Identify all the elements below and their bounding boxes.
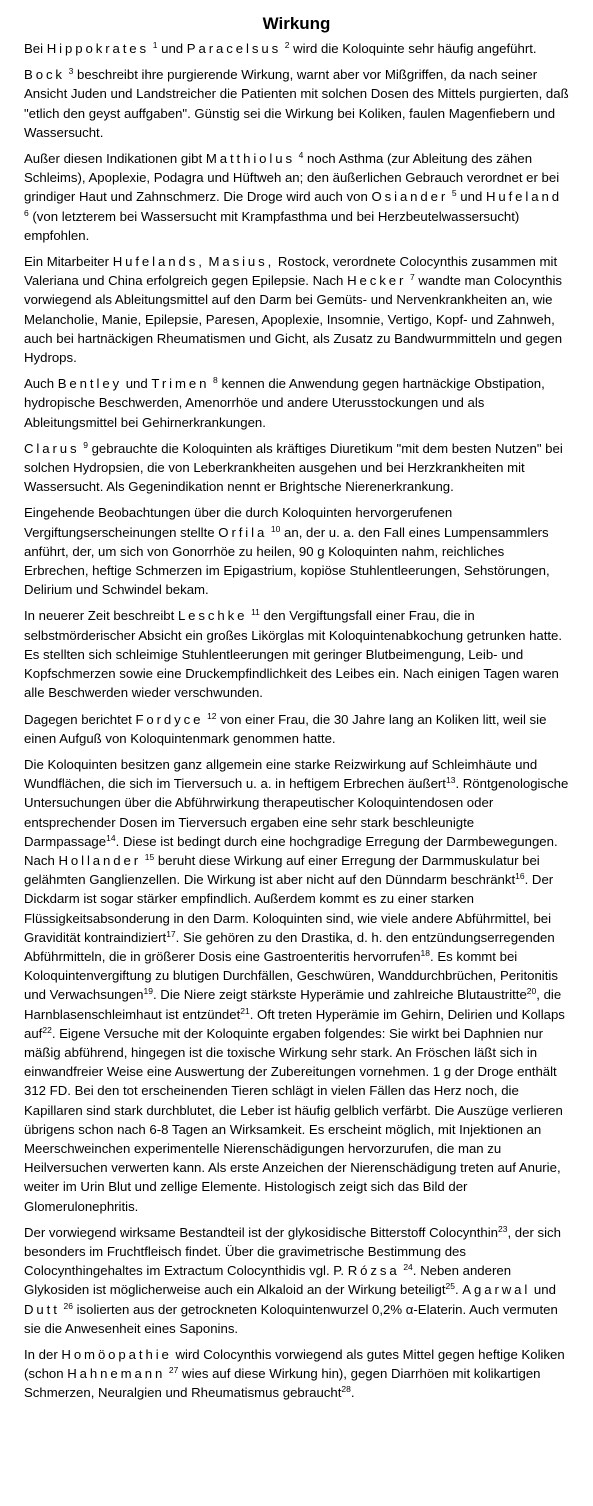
- author-name: Orfila: [218, 524, 268, 540]
- text-run: kennen die Anwendung gegen hartnäckige Obstipation, hydropische Beschwerden, Amenorrhöe und andere Uterusstockungen und als Ableitungsmittel bei Gehirnerkrankungen.: [24, 376, 545, 430]
- footnote-ref: 7: [409, 272, 415, 283]
- author-name: Fordyce: [135, 711, 204, 727]
- text-run: von einer Frau, die 30 Jahre lang an Koliken litt, weil sie einen Aufguß von Koloquintenmark genommen hatte.: [24, 711, 547, 746]
- footnote-ref: 26: [63, 1300, 73, 1311]
- text-run: Rostock, verordnete Colocynthis zusammen mit Valeriana und China erfolgreich gegen Epilepsie. Nach: [24, 254, 558, 289]
- text-run: beruht diese Wirkung auf einer Erregung der Darmmuskulatur bei gelähmten Ganglienzellen. Die Wirkung ist aber nicht auf den Dünndarm beschränkt: [24, 852, 540, 888]
- footnote-ref: 4: [298, 150, 304, 161]
- paragraph: [24, 149, 569, 245]
- author-name: Hollander: [58, 852, 142, 868]
- author-name: Dutt: [24, 1301, 60, 1317]
- author-name: Agarwal: [462, 1282, 531, 1298]
- paragraph: [24, 65, 569, 142]
- text-run: . Die Niere zeigt stärkste Hyperämie und zahlreiche Blutaustritte: [152, 987, 527, 1003]
- author-name: Trimen: [151, 376, 210, 392]
- text-run: . Sie gehören zu den Drastika, d. h. den entzündungserregenden Abführmitteln, die in größerer Dosis eine Gastroenteritis hervorrufen: [24, 929, 555, 964]
- author-name: Osiander: [371, 189, 449, 205]
- text-run: und: [530, 1282, 556, 1298]
- footnote-ref: 3: [68, 66, 74, 77]
- text-run: an, der u. a. den Fall eines Lumpensammlers anführt, der, um sich von Gonorrhöe zu heilen, 90 g Koloquinten nahm, reichliches Erbrechen, heftige Schmerzen im Epigastrium, kopiöse Stuhlentleerungen, Sehstörungen, Delirium und Schwindel bekam.: [24, 524, 550, 598]
- text-run: .: [454, 1282, 463, 1298]
- footnote-ref: 11: [251, 607, 260, 618]
- footnote-ref: 21: [240, 1005, 250, 1016]
- text-run: wies auf diese Wirkung hin), gegen Diarrhöen mit kolikartigen Schmerzen, Neuralgien und Rheumatismus gebraucht: [24, 1366, 541, 1401]
- text-run: und: [157, 41, 187, 56]
- article-body: [24, 39, 569, 1403]
- footnote-ref: 9: [83, 439, 88, 450]
- text-run: . Es kommt bei Koloquintenvergiftung zu blutigen Durchfällen, Geschwüren, Wanddurchbrüchen, Peritonitis und Verwachsungen: [24, 948, 558, 1003]
- footnote-ref: 14: [106, 832, 116, 843]
- footnote-ref: 17: [166, 928, 176, 939]
- author-name: Clarus: [24, 440, 80, 456]
- footnote-ref: 5: [451, 188, 457, 199]
- text-run: isolierten aus der getrockneten Koloquintenwurzel 0,2% α-Elaterin. Auch vermuten sie die Anwesenheit eines Saponins.: [24, 1301, 558, 1336]
- footnote-ref: 27: [168, 1365, 179, 1376]
- author-name: Hippokrates: [46, 41, 150, 56]
- footnote-ref: 18: [420, 947, 431, 958]
- author-name: Masius,: [208, 254, 275, 270]
- author-name: Hecker: [347, 273, 407, 289]
- footnote-ref: 2: [284, 40, 290, 50]
- author-name: Matthiolus: [205, 151, 295, 167]
- text-run: und: [122, 376, 152, 392]
- text-run: .: [350, 1385, 355, 1401]
- footnote-ref: 20: [526, 986, 537, 997]
- paragraph: [24, 755, 569, 1216]
- footnote-ref: 8: [213, 375, 218, 386]
- text-run: und: [456, 189, 486, 205]
- paragraph: [24, 503, 569, 599]
- paragraph: [24, 1223, 569, 1338]
- footnote-ref: 19: [143, 986, 153, 997]
- author-name: Bentley: [57, 376, 123, 392]
- text-run: noch Asthma (zur Ableitung des zähen Schleims), Apoplexie, Podagra und Hüftweh an; den äußerlichen Gebrauch verordnet er bei grindiger Haut und Zahnschmerz. Die Droge wird auch von: [24, 151, 560, 205]
- text-run: Bei: [24, 41, 47, 56]
- footnote-ref: 1: [152, 40, 158, 50]
- text-run: Auch: [24, 376, 58, 392]
- text-run: . Oft treten Hyperämie im Gehirn, Delirien und Kollaps auf: [24, 1006, 565, 1041]
- paragraph: [24, 710, 569, 748]
- footnote-ref: 6: [24, 207, 29, 218]
- footnote-ref: 24: [403, 1262, 413, 1273]
- text-run: beschreibt ihre purgierende Wirkung, warnt aber vor Mißgriffen, da nach seiner Ansicht Juden und Landstreicher die Patienten mit solchen Dosen des Mittels purgierten, daß "etlich den geyst auffgaben". Günstig sei die Wirkung bei Koliken, faulen Magenfiebern und Wassersucht.: [24, 67, 569, 140]
- footnote-ref: 23: [497, 1223, 508, 1234]
- text-run: Eingehende Beobachtungen über die durch Koloquinten hervorgerufenen Vergiftungserscheinungen stellte: [24, 505, 453, 540]
- author-name: Hufelands,: [112, 254, 205, 270]
- text-run: . Diese ist bedingt durch eine hochgradige Erregung der Darmbewegungen. Nach: [24, 833, 558, 868]
- author-name: Leschke: [177, 608, 248, 624]
- footnote-ref: 25: [445, 1281, 455, 1292]
- text-run: Die Koloquinten besitzen ganz allgemein eine starke Reizwirkung auf Schleimhäute und Wundflächen, die sich im Tierversuch u. a. in heftigem Erbrechen äußert: [24, 756, 538, 792]
- author-name: Bock: [24, 67, 65, 83]
- text-run: wird Colocynthis vorwiegend als gutes Mittel gegen heftige Koliken (schon: [24, 1347, 565, 1382]
- paragraph: [24, 606, 569, 702]
- text-run: gebrauchte die Koloquinten als kräftiges Diuretikum "mit dem besten Nutzen" bei solchen Hydropsien, die von Leberkrankheiten ausgehen und bei Herzkrankheiten mit Wassersucht. Als Gegenindikation nennt er Brightsche Nierenerkrankung.: [24, 440, 563, 495]
- text-run: Dagegen berichtet: [24, 711, 136, 727]
- text-run: Außer diesen Indikationen gibt: [24, 151, 206, 167]
- footnote-ref: 12: [207, 710, 217, 721]
- footnote-ref: 13: [445, 775, 456, 786]
- paragraph: [24, 252, 569, 367]
- text-run: (von letzterem bei Wassersucht mit Krampfasthma und bei Herzbeutelwassersucht) empfohlen.: [24, 208, 520, 243]
- footnote-ref: 16: [515, 871, 525, 882]
- paragraph: [24, 374, 569, 432]
- author-name: Hufeland: [485, 189, 562, 205]
- text-run: . Der Dickdarm ist sogar stärker empfindlich. Außerdem kommt es zu einer starken Flüssigkeitsabsonderung in den Darm. Koloquinten sind, wie viele andere Abführmittel, bei Gravidität kontraindiziert: [24, 872, 554, 945]
- text-run: , die Harnblasenschleimhaut ist entzündet: [24, 987, 562, 1022]
- text-run: Ein Mitarbeiter: [24, 254, 113, 270]
- text-run: . Röntgenologische Untersuchungen über die Abführwirkung therapeutischer Koloquintendosen oder entsprechender Dosen im Tierversuch ergaben eine sehr stark beschleunigte Darmpassage: [24, 776, 569, 849]
- footnote-ref: 28: [341, 1384, 351, 1395]
- text-run: , der sich besonders im Fruchtfleisch findet. Über die gravimetrische Bestimmung des Colocynthingehaltes im Extractum Colocynthidis vgl. P.: [24, 1224, 561, 1279]
- text-run: wandte man Colocynthis vorwiegend als Ableitungsmittel auf den Darm bei Gemüts- und Nervenkrankheiten an, wie Melancholie, Manie, Epilepsie, Paresen, Apoplexie, Insomnie, Vertigo, Kopf- und Zahnweh, auch bei hartnäckigen Rheumatismen und Gicht, als Zusatz zu Bandwurmmitteln und gegen Hydrops.: [24, 273, 563, 366]
- text-run: wird die Koloquinte sehr häufig angeführt.: [289, 41, 537, 56]
- paragraph: [24, 439, 569, 497]
- text-run: . Neben anderen Glykosiden ist möglicherweise auch ein Alkaloid an der Wirkung beteiligt: [24, 1263, 512, 1298]
- text-run: In neuerer Zeit beschreibt: [24, 608, 178, 624]
- footnote-ref: 15: [144, 851, 155, 862]
- paragraph: [24, 1345, 569, 1403]
- text-run: In der: [24, 1347, 62, 1362]
- text-run: den Vergiftungsfall einer Frau, die in selbstmörderischer Absicht ein großes Likörglas mit Koloquintenabkochung getrunken hatte. Es stellten sich schleimige Stuhlentleerungen mit geringer Blutbeimengung, Leib- und Kopfschmerzen sowie eine Druckempfindlichkeit des Leibes ein. Nach einigen Tagen waren alle Beschwerden wieder verschwunden.: [24, 608, 563, 701]
- author-name: Paracelsus: [186, 41, 282, 56]
- footnote-ref: 10: [270, 523, 281, 534]
- text-run: Der vorwiegend wirksame Bestandteil ist der glykosidische Bitterstoff Colocynthin: [24, 1224, 498, 1240]
- section-title: Wirkung: [262, 14, 331, 33]
- paragraph: [24, 39, 569, 58]
- author-name: Hahnemann: [67, 1366, 166, 1382]
- text-run: . Eigene Versuche mit der Koloquinte ergaben folgendes: Sie wirkt bei Daphnien nur mäßig abführend, hingegen ist die toxische Wirkung sehr stark. An Fröschen läßt sich in einwandfreier Weise eine Auswertung der Zubereitungen vornehmen. 1 g der Droge enthält 312 FD. Bei den tot erscheinenden Tieren schlägt in vielen Fällen das Herz noch, die Kapillaren sind stark durchblutet, die Leber ist häufig gelblich verfärbt. Die Auszüge verlieren übrigens schon nach 6-8 Tagen an Wirksamkeit. Es erscheint möglich, mit Injektionen an Meerschweinchen experimentelle Nierenschädigungen hervorzurufen, die man zu Heilversuchen verwerten kann. Als erste Anzeichen der Nierenschädigung treten auf Anurie, weiter im Urin Blut und zellige Elemente. Histologisch zeigt sich das Bild der Glomerulonephritis.: [24, 1025, 563, 1214]
- author-name: Homöopathie: [61, 1347, 172, 1362]
- footnote-ref: 22: [42, 1024, 52, 1035]
- author-name: Rózsa: [347, 1263, 400, 1279]
